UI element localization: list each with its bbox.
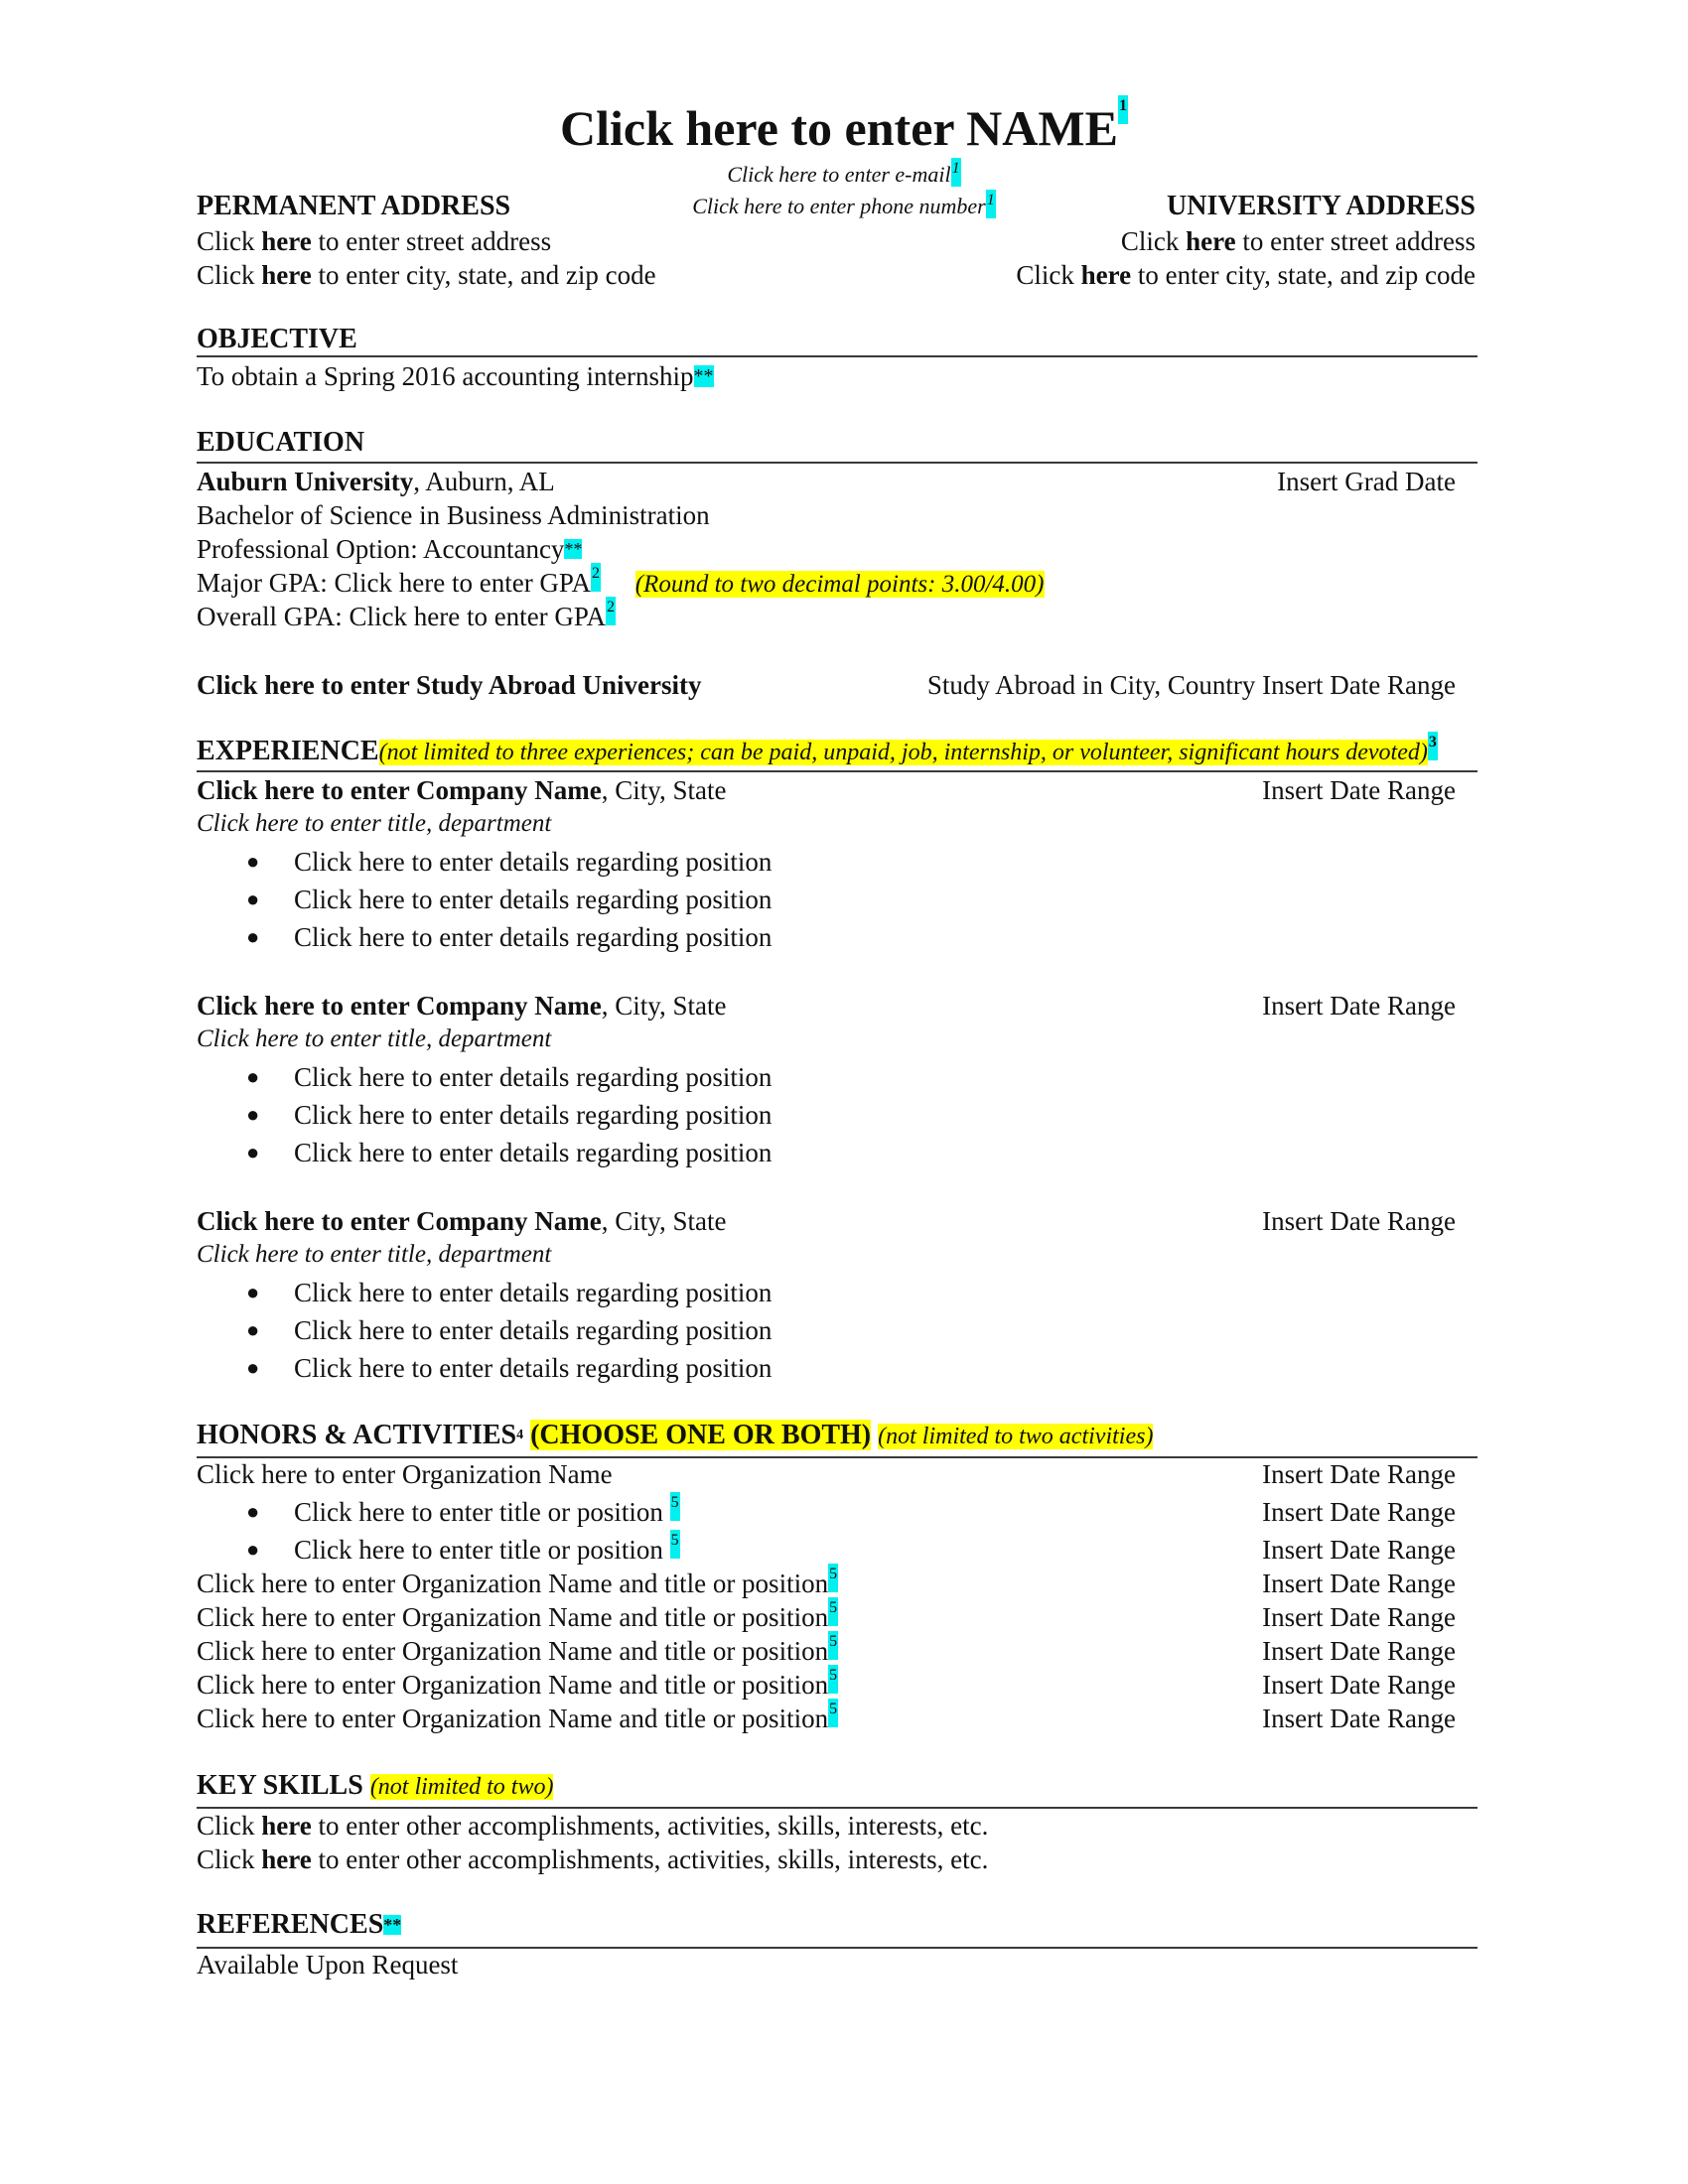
field-suffix: to enter other accomplishments, activities, skills, interests, etc. — [311, 1844, 989, 1874]
skills-line-field[interactable] — [197, 1843, 988, 1876]
overall-gpa-text[interactable]: Overall GPA: Click here to enter GPA — [197, 602, 606, 631]
honors-combined-row — [197, 1567, 1464, 1600]
bullet-icon: ● — [246, 1280, 260, 1304]
email-text[interactable]: Click here to enter e-mail — [727, 162, 951, 187]
company-location-field[interactable]: , City, State — [601, 775, 727, 805]
footnote-marker: 2 — [591, 563, 601, 592]
honors-combined-row — [197, 1668, 1464, 1702]
professional-option — [197, 532, 582, 566]
note-marker: ** — [564, 539, 583, 559]
date-range-field[interactable]: Insert Date Range — [1262, 775, 1456, 805]
date-range-field[interactable]: Insert Date Range — [1262, 1569, 1456, 1598]
study-abroad-detail-field[interactable]: Study Abroad in City, Country Insert Date Range — [926, 670, 1456, 700]
bullet-icon: ● — [246, 1140, 260, 1164]
field-here[interactable]: here — [261, 1844, 312, 1874]
footnote-marker: 2 — [606, 597, 616, 625]
position-detail-field[interactable]: Click here to enter details regarding position — [294, 1353, 773, 1383]
org-title-field[interactable]: Click here to enter Organization Name and title or position — [197, 1704, 829, 1733]
org-title-field[interactable]: Click here to enter Organization Name and title or position — [197, 1636, 829, 1666]
date-range-field[interactable]: Insert Date Range — [1262, 1602, 1456, 1632]
grad-date-field[interactable]: Insert Grad Date — [1277, 467, 1456, 496]
footnote-marker: 1 — [951, 158, 961, 187]
option-text: Professional Option: Accountancy — [197, 534, 565, 564]
school-location: , Auburn, AL — [413, 467, 555, 496]
position-detail-field[interactable]: Click here to enter details regarding position — [294, 1315, 773, 1345]
study-abroad-school-field[interactable]: Click here to enter Study Abroad University — [197, 670, 702, 700]
skills-instruction-note: (not limited to two) — [369, 1774, 554, 1800]
job-title-field[interactable]: Click here to enter title, department — [197, 1025, 552, 1052]
field-here[interactable]: here — [261, 260, 312, 290]
date-range-field[interactable]: Insert Date Range — [1262, 1459, 1456, 1489]
position-detail-field[interactable]: Click here to enter details regarding position — [294, 1138, 773, 1167]
references-text: Available Upon Request — [197, 1950, 459, 1979]
honors-heading-line — [197, 1419, 1153, 1453]
field-here[interactable]: here — [261, 1811, 312, 1841]
footnote-marker: 1 — [1118, 95, 1128, 124]
date-range-field[interactable]: Insert Date Range — [1262, 1704, 1456, 1733]
email-field[interactable] — [0, 161, 1688, 189]
field-here[interactable]: here — [1186, 226, 1236, 256]
company-location-field[interactable]: , City, State — [601, 1206, 727, 1236]
job-title-field[interactable]: Click here to enter title, department — [197, 1241, 552, 1268]
date-range-field[interactable]: Insert Date Range — [1262, 1497, 1456, 1527]
company-location-field[interactable]: , City, State — [601, 991, 727, 1021]
skills-line-field[interactable] — [197, 1809, 988, 1843]
major-gpa-text[interactable]: Major GPA: Click here to enter GPA — [197, 568, 591, 598]
footnote-marker: 3 — [1428, 732, 1438, 760]
permanent-city-field[interactable] — [197, 258, 656, 292]
field-here[interactable]: here — [261, 226, 312, 256]
field-prefix: Click — [1016, 260, 1081, 290]
field-suffix: to enter city, state, and zip code — [311, 260, 656, 290]
experience-heading: EXPERIENCE — [197, 736, 379, 766]
bullet-icon: ● — [246, 887, 260, 911]
field-prefix: Click — [197, 226, 262, 256]
bullet-icon: ● — [246, 924, 260, 949]
honors-combined-row — [197, 1600, 1464, 1634]
field-suffix: to enter other accomplishments, activities, skills, interests, etc. — [311, 1811, 989, 1841]
experience-entry-2 — [197, 989, 1464, 1023]
date-range-field[interactable]: Insert Date Range — [1262, 991, 1456, 1021]
references-heading-line — [197, 1908, 401, 1942]
date-range-field[interactable]: Insert Date Range — [1262, 1206, 1456, 1236]
section-divider — [197, 355, 1477, 357]
education-school-row — [197, 465, 1464, 498]
bullet-icon: ● — [246, 1355, 260, 1380]
major-gpa-field[interactable] — [197, 566, 1045, 602]
organization-name-field[interactable]: Click here to enter Organization Name — [197, 1459, 613, 1489]
university-city-field[interactable] — [1016, 258, 1476, 292]
bullet-icon: ● — [246, 1499, 260, 1524]
title-position-field[interactable]: Click here to enter title or position — [294, 1535, 670, 1565]
date-range-field[interactable]: Insert Date Range — [1262, 1636, 1456, 1666]
study-abroad-row — [197, 668, 1464, 702]
objective-value[interactable]: To obtain a Spring 2016 accounting internship — [197, 361, 694, 391]
degree-text: Bachelor of Science in Business Administration — [197, 500, 710, 530]
company-name-field[interactable]: Click here to enter Company Name — [197, 991, 602, 1021]
field-prefix: Click — [197, 1844, 262, 1874]
org-title-field[interactable]: Click here to enter Organization Name and title or position — [197, 1569, 829, 1598]
title-position-field[interactable]: Click here to enter title or position — [294, 1497, 670, 1527]
references-heading: REFERENCES — [197, 1909, 384, 1940]
bullet-icon: ● — [246, 1064, 260, 1089]
bullet-icon: ● — [246, 849, 260, 874]
honors-org-row — [197, 1457, 1464, 1491]
experience-instruction-note: (not limited to three experiences; can be paid, unpaid, job, internship, or volunteer, significant hours devoted) — [378, 740, 1428, 765]
company-name-field[interactable]: Click here to enter Company Name — [197, 775, 602, 805]
objective-heading: OBJECTIVE — [197, 324, 357, 354]
phone-text[interactable]: Click here to enter phone number — [692, 194, 986, 218]
gpa-instruction-note: (Round to two decimal points: 3.00/4.00) — [634, 571, 1045, 598]
footnote-marker: 5 — [828, 1699, 838, 1727]
university-street-field[interactable] — [1121, 224, 1476, 258]
company-name-field[interactable]: Click here to enter Company Name — [197, 1206, 602, 1236]
school-name[interactable]: Auburn University — [197, 467, 414, 496]
position-detail-field[interactable]: Click here to enter details regarding position — [294, 847, 773, 877]
org-title-field[interactable]: Click here to enter Organization Name and title or position — [197, 1670, 829, 1700]
experience-heading-line — [197, 735, 1438, 769]
name-text[interactable]: Click here to enter NAME — [560, 100, 1118, 156]
field-suffix: to enter street address — [311, 226, 552, 256]
honors-heading: HONORS & ACTIVITIES — [197, 1420, 517, 1450]
permanent-street-field[interactable] — [197, 224, 551, 258]
permanent-address-heading: PERMANENT ADDRESS — [197, 191, 511, 221]
honors-instruction-note: (not limited to two activities) — [878, 1424, 1154, 1449]
position-detail-field[interactable]: Click here to enter details regarding position — [294, 1062, 773, 1092]
org-title-field[interactable]: Click here to enter Organization Name and title or position — [197, 1602, 829, 1632]
choose-instruction: (CHOOSE ONE OR BOTH) — [530, 1420, 872, 1450]
bullet-icon: ● — [246, 1537, 260, 1562]
footnote-marker: 4 — [516, 1428, 524, 1442]
footnote-marker: 5 — [828, 1564, 838, 1592]
footnote-marker: 1 — [986, 190, 996, 218]
field-prefix: Click — [1120, 226, 1187, 256]
objective-text[interactable] — [197, 359, 714, 393]
bullet-icon: ● — [246, 1102, 260, 1127]
footnote-marker: 5 — [670, 1530, 680, 1559]
education-heading: EDUCATION — [197, 427, 365, 458]
skills-heading: KEY SKILLS — [197, 1770, 363, 1801]
skills-heading-line — [197, 1769, 553, 1804]
position-detail-field[interactable]: Click here to enter details regarding position — [294, 1100, 773, 1130]
job-title-field[interactable]: Click here to enter title, department — [197, 810, 552, 837]
honors-combined-row — [197, 1634, 1464, 1668]
field-suffix: to enter city, state, and zip code — [1131, 260, 1476, 290]
section-divider — [197, 462, 1477, 464]
position-detail-field[interactable]: Click here to enter details regarding position — [294, 1278, 773, 1307]
footnote-marker: 5 — [828, 1665, 838, 1694]
name-field[interactable] — [0, 98, 1688, 158]
footnote-marker: 5 — [828, 1631, 838, 1660]
note-marker: ** — [383, 1915, 402, 1935]
section-divider — [197, 770, 1477, 772]
honors-position-row — [294, 1533, 1464, 1567]
field-suffix: to enter street address — [1235, 226, 1476, 256]
field-prefix: Click — [197, 1811, 262, 1841]
footnote-marker: 5 — [670, 1492, 680, 1521]
footnote-marker: 5 — [828, 1597, 838, 1626]
note-marker: ** — [693, 365, 714, 387]
field-here[interactable]: here — [1080, 260, 1132, 290]
date-range-field[interactable]: Insert Date Range — [1262, 1670, 1456, 1700]
overall-gpa-field[interactable] — [197, 600, 616, 633]
position-detail-field[interactable]: Click here to enter details regarding position — [294, 885, 773, 914]
position-detail-field[interactable]: Click here to enter details regarding position — [294, 922, 773, 952]
field-prefix: Click — [197, 260, 262, 290]
experience-entry-3 — [197, 1204, 1464, 1238]
university-address-heading: UNIVERSITY ADDRESS — [1167, 191, 1476, 221]
experience-entry-1 — [197, 773, 1464, 807]
honors-position-row — [294, 1495, 1464, 1529]
honors-combined-row — [197, 1702, 1464, 1735]
date-range-field[interactable]: Insert Date Range — [1262, 1535, 1456, 1565]
bullet-icon: ● — [246, 1317, 260, 1342]
